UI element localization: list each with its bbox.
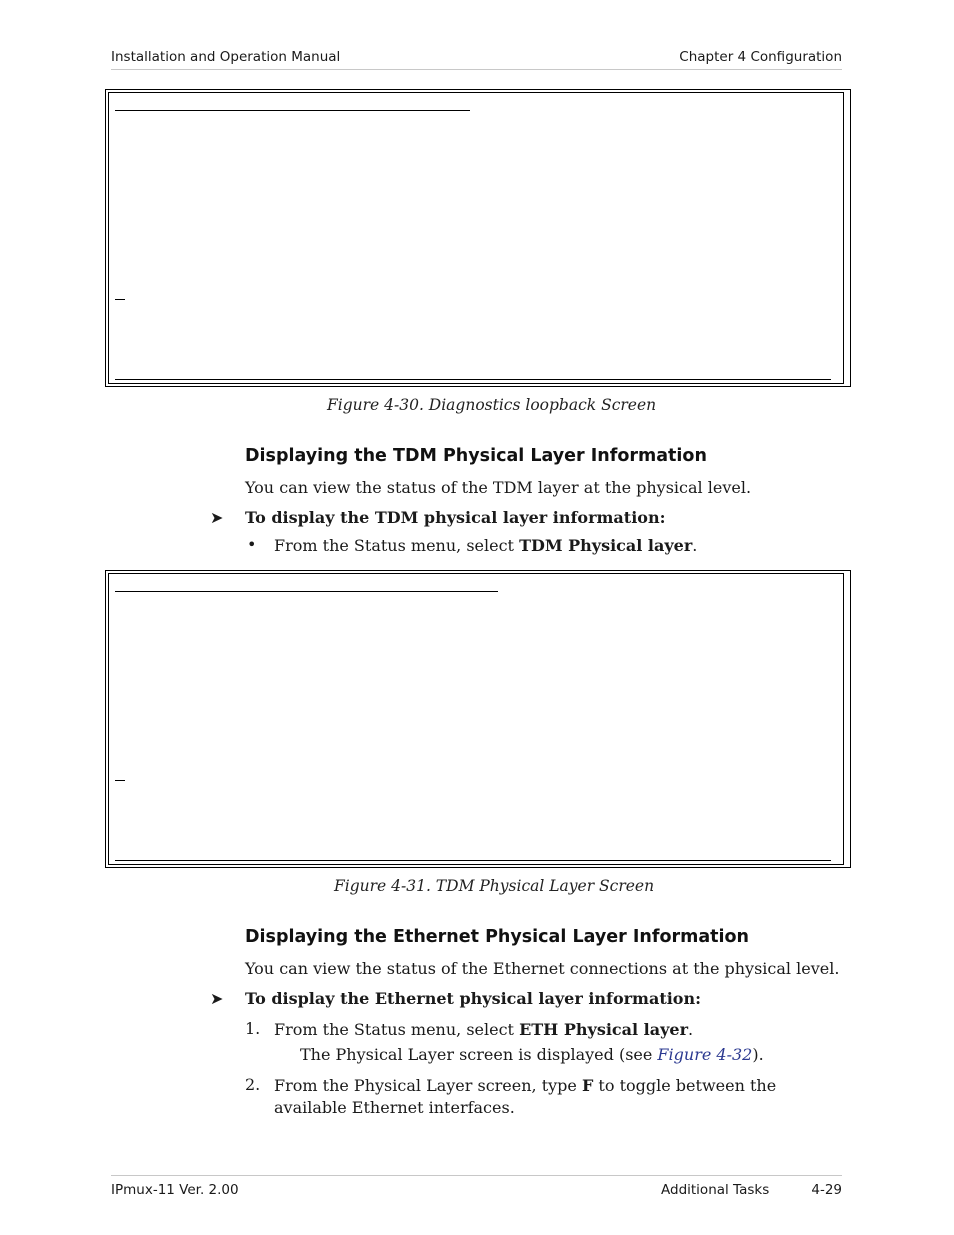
eth-section-intro: You can view the status of the Ethernet connections at the physical level. [245,959,840,978]
footer-product-version: IPmux-11 Ver. 2.00 [111,1182,239,1198]
eth-procedure-label: To display the Ethernet physical layer information: [245,989,702,1008]
eth-procedure-title [210,989,701,1008]
tdm-bullet-text: From the Status menu, select [274,536,520,555]
figure-31-caption: Figure 4-31. TDM Physical Layer Screen [334,877,655,895]
toggle-key: F [581,1076,594,1095]
footer-section-name: Additional Tasks [661,1182,770,1198]
figure-30-caption: Figure 4-30. Diagnostics loopback Screen [327,396,657,414]
eth-step-1-result [300,1045,820,1064]
step-2-number: 2. [245,1075,261,1094]
bullet-icon: • [247,535,257,554]
step-1-period: . [688,1020,694,1039]
tdm-physical-layer-screen-frame [105,570,851,868]
header-divider [111,69,842,70]
step-2-text: From the Physical Layer screen, type [274,1076,582,1095]
tdm-menu-option: TDM Physical layer [519,536,693,555]
page-number: 4-29 [811,1182,842,1198]
step-1-result-end: ). [752,1045,764,1064]
running-header-title: Installation and Operation Manual [111,49,341,65]
diagnostics-loopback-screen-frame [105,89,851,387]
tdm-bullet-item [245,535,805,559]
eth-step-2 [245,1075,815,1123]
tdm-section-heading: Displaying the TDM Physical Layer Information [245,446,707,466]
screen-title-underline [115,110,470,111]
screen-title-underline [115,591,498,592]
tdm-procedure-title [210,508,665,527]
step-2-text-end: to toggle between the available Ethernet interfaces. [274,1076,777,1117]
screen-bottom-line [115,860,831,861]
eth-step-1 [245,1019,815,1043]
procedure-arrow-icon: ➤ [210,989,224,1008]
eth-section-heading: Displaying the Ethernet Physical Layer Information [245,927,749,947]
step-1-text: From the Status menu, select [274,1020,520,1039]
step-1-number: 1. [245,1019,261,1038]
procedure-arrow-icon: ➤ [210,508,224,527]
screen-cursor [115,299,125,300]
tdm-procedure-label: To display the TDM physical layer information: [245,508,666,527]
footer-divider [111,1175,842,1176]
step-1-result-text: The Physical Layer screen is displayed (see [300,1045,658,1064]
eth-menu-option: ETH Physical layer [519,1020,689,1039]
screen-cursor [115,780,125,781]
running-header-chapter: Chapter 4 Configuration [679,49,842,65]
diagnostics-loopback-screen [108,92,844,384]
tdm-bullet-period: . [692,536,698,555]
tdm-physical-layer-screen [108,573,844,865]
figure-4-32-link[interactable]: Figure 4-32 [657,1045,753,1064]
screen-bottom-line [115,379,831,380]
tdm-section-intro: You can view the status of the TDM layer at the physical level. [245,478,752,497]
